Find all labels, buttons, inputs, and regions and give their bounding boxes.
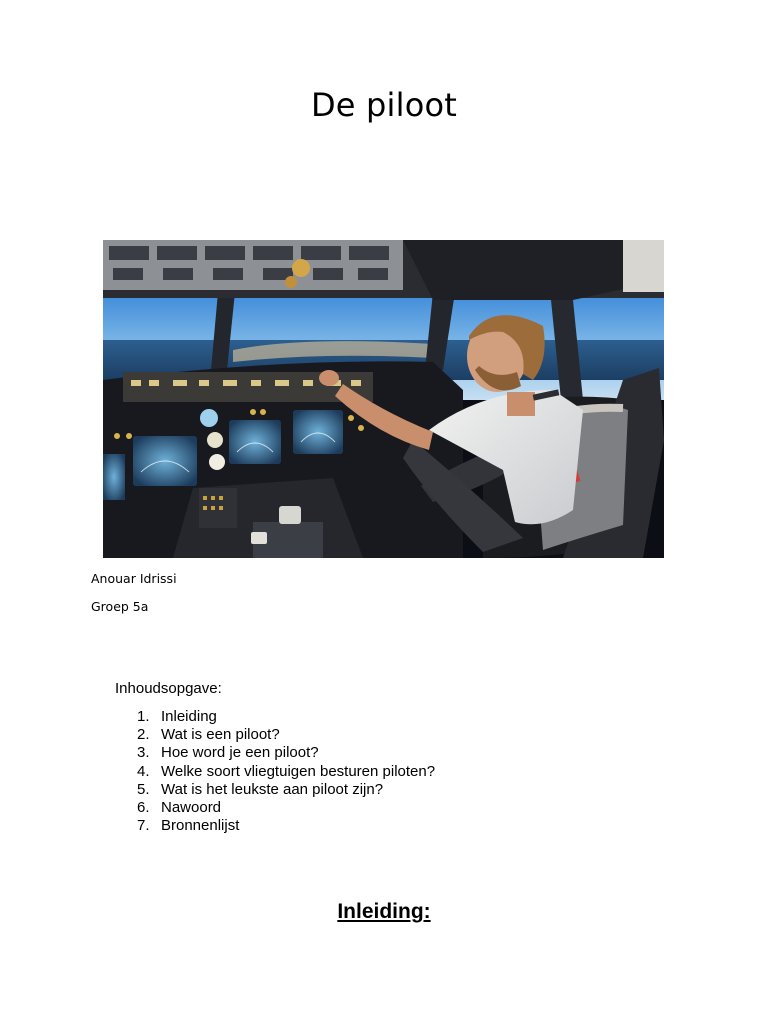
toc-item-label: Bronnenlijst — [161, 817, 240, 835]
toc-item-label: Wat is een piloot? — [161, 726, 280, 744]
toc-heading: Inhoudsopgave: — [115, 680, 222, 697]
toc-item-number: 6. — [137, 798, 150, 816]
toc-item-number: 1. — [137, 708, 150, 725]
toc-item — [137, 744, 435, 762]
toc-item-number: 5. — [137, 780, 150, 798]
toc-item-label: Inleiding — [161, 708, 217, 725]
toc-item-number: 3. — [137, 744, 150, 762]
toc-item — [137, 817, 435, 835]
group-label: Groep 5a — [91, 599, 149, 614]
toc-item — [137, 708, 435, 726]
toc-item-label: Hoe word je een piloot? — [161, 744, 319, 762]
toc-item — [137, 763, 435, 781]
toc-item-label: Nawoord — [161, 798, 222, 816]
cockpit-photo — [103, 240, 664, 558]
author-name: Anouar Idrissi — [91, 571, 177, 586]
toc-item — [137, 799, 435, 817]
toc-item-number: 7. — [137, 817, 150, 835]
toc-item-label: Wat is het leukste aan piloot zijn? — [161, 780, 384, 798]
toc-item — [137, 726, 435, 744]
toc-item-number: 4. — [137, 762, 150, 780]
toc-item-label: Welke soort vliegtuigen besturen piloten? — [161, 762, 436, 780]
toc-item — [137, 781, 435, 799]
section-heading-inleiding: Inleiding: — [337, 900, 431, 923]
toc-item-number: 2. — [137, 726, 150, 744]
toc-list — [137, 708, 435, 835]
document-title: De piloot — [310, 86, 458, 124]
